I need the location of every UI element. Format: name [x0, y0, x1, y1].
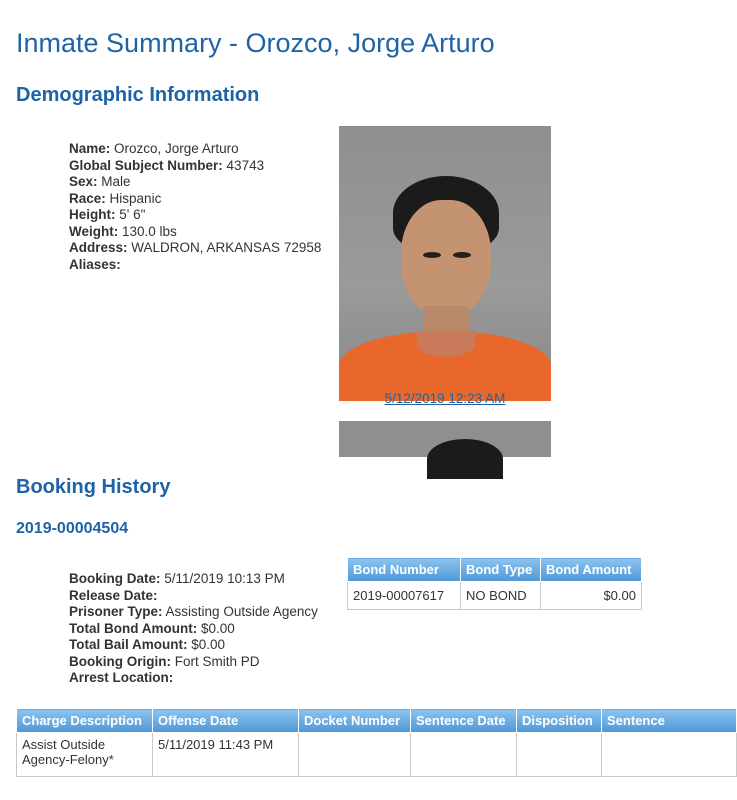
sentence-date-cell — [411, 733, 517, 777]
bond-type-header[interactable]: Bond Type — [461, 558, 541, 582]
offense-date-header[interactable]: Offense Date — [153, 709, 299, 733]
booking-id: 2019-00004504 — [16, 520, 129, 537]
bond-number-cell: 2019-00007617 — [348, 582, 461, 610]
table-row — [348, 582, 642, 610]
info-name: Name: Orozco, Jorge Arturo — [69, 141, 239, 156]
demographic-info — [69, 141, 321, 273]
disposition-header[interactable]: Disposition — [517, 709, 602, 733]
sentence-header[interactable]: Sentence — [602, 709, 737, 733]
mugshot-photo[interactable] — [339, 126, 551, 390]
info-race: Race: Hispanic — [69, 190, 162, 206]
info-booking-origin: Booking Origin: Fort Smith PD — [69, 653, 260, 669]
photo-face — [401, 200, 491, 318]
info-total-bond-amount: Total Bond Amount: $0.00 — [69, 620, 235, 636]
disposition-cell — [517, 733, 602, 777]
photo-date-link[interactable]: 5/12/2019 12:23 AM — [384, 391, 506, 406]
info-address: Address: WALDRON, ARKANSAS 72958 — [69, 240, 322, 255]
info-arrest-location: Arrest Location: — [69, 670, 174, 685]
booking-info — [69, 571, 318, 687]
photo-eye-left — [423, 252, 441, 258]
photo-2-hair — [427, 439, 503, 479]
info-sex: Sex: Male — [69, 174, 131, 189]
info-prisoner-type: Prisoner Type: Assisting Outside Agency — [69, 604, 318, 619]
demographic-heading: Demographic Information — [16, 84, 260, 106]
mugshot-photo-2[interactable] — [339, 421, 551, 457]
info-weight: Weight: 130.0 lbs — [69, 223, 177, 239]
docket-number-cell — [299, 733, 411, 777]
info-release-date: Release Date: — [69, 587, 158, 603]
bond-number-header[interactable]: Bond Number — [348, 558, 461, 582]
bond-amount-cell: $0.00 — [541, 582, 642, 610]
table-row — [17, 733, 737, 777]
bond-amount-header[interactable]: Bond Amount — [541, 558, 642, 582]
charge-table-header-row — [17, 709, 737, 733]
photo-eye-right — [453, 252, 471, 258]
bond-table-header-row — [348, 558, 642, 582]
bond-type-cell: NO BOND — [461, 582, 541, 610]
sentence-cell — [602, 733, 737, 777]
info-booking-date: Booking Date: 5/11/2019 10:13 PM — [69, 571, 285, 586]
info-total-bail-amount: Total Bail Amount: $0.00 — [69, 637, 226, 652]
charge-table-container[interactable] — [16, 708, 665, 777]
info-aliases: Aliases: — [69, 256, 121, 272]
offense-date-cell: 5/11/2019 11:43 PM — [153, 733, 299, 777]
bond-table — [347, 557, 642, 610]
charge-table — [16, 708, 737, 777]
photo-collar — [417, 331, 475, 357]
page-title: Inmate Summary - Orozco, Jorge Arturo — [16, 28, 495, 58]
docket-number-header[interactable]: Docket Number — [299, 709, 411, 733]
charge-description-header[interactable]: Charge Description — [17, 709, 153, 733]
info-height: Height: 5' 6" — [69, 207, 146, 222]
booking-history-heading: Booking History — [16, 476, 171, 498]
sentence-date-header[interactable]: Sentence Date — [411, 709, 517, 733]
info-global-subject-number: Global Subject Number: 43743 — [69, 157, 265, 173]
charge-description-cell: Assist Outside Agency-Felony* — [17, 733, 153, 777]
